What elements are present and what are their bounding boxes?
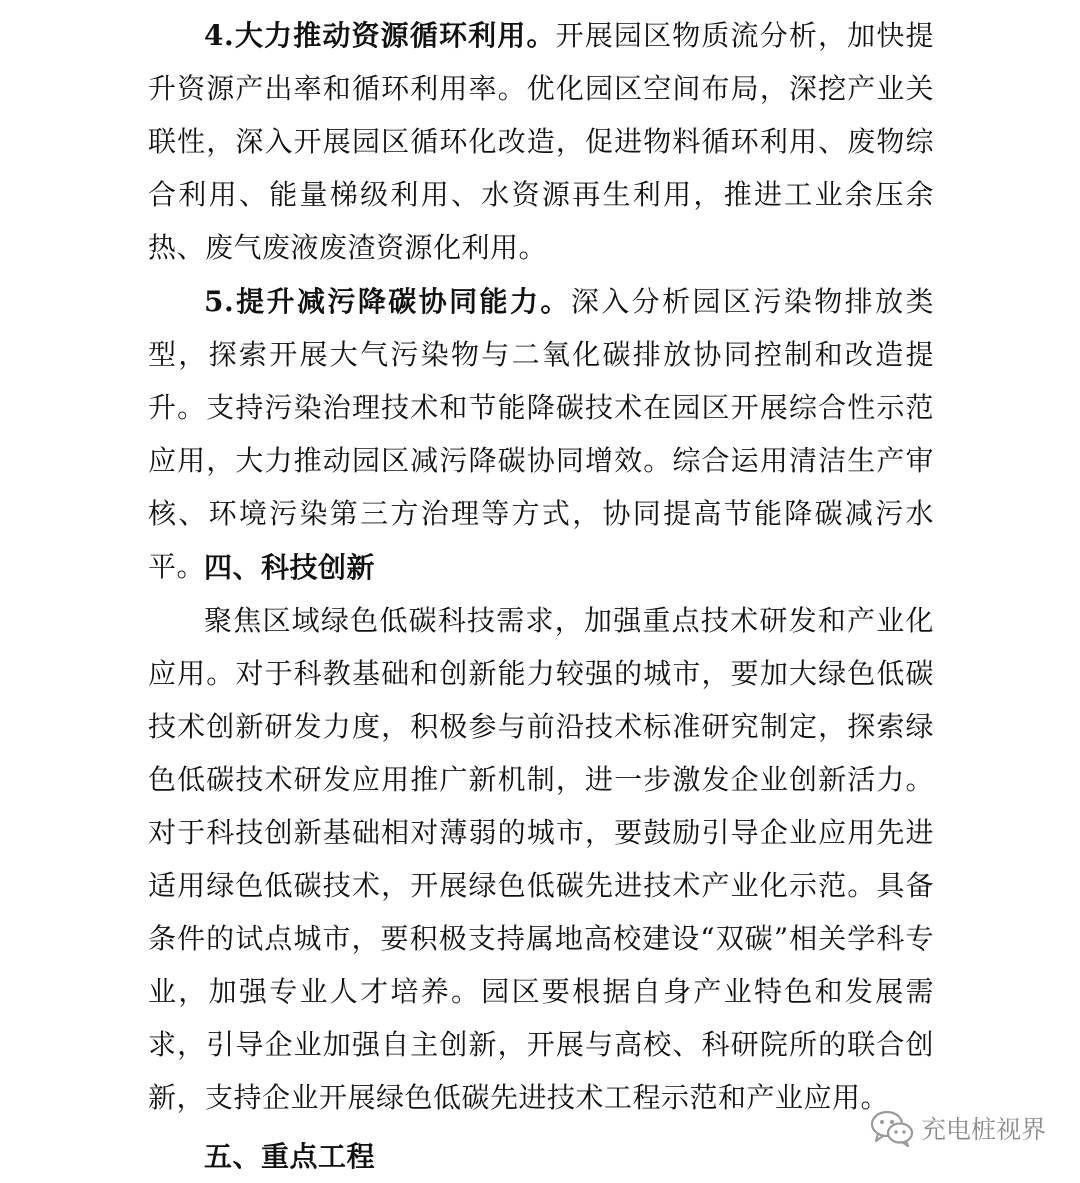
watermark <box>869 1108 1046 1148</box>
watermark-text: 充电桩视界 <box>920 1115 1046 1144</box>
section-4-paragraph: 聚焦区域绿色低碳科技需求，加强重点技术研发和产业化应用。对于科教基础和创新能力较强的城市，要加大绿色低碳技术创新研发力度，积极参与前沿技术标准研究制定，探索绿色低碳技术研发应用推广新机制，进一步激发企业创新活力。对于科技创新基础相对薄弱的城市，要鼓励引导企业应用先进适用绿色低碳技术，开展绿色低碳先进技术产业化示范。具备条件的试点城市，要积极支持属地高校建设“双碳”相关学科专业，加强专业人才培养。园区要根据自身产业特色和发展需求，引导企业加强自主创新，开展与高校、科研院所的联合创新，支持企业开展绿色低碳先进技术工程示范和产业应用。 <box>148 604 934 1114</box>
item-4-body: 开展园区物质流分析，加快提升资源产出率和循环利用率。优化园区空间布局，深挖产业关联性，深入开展园区循环化改造，促进物料循环利用、废物综合利用、能量梯级利用、水资源再生利用，推进工业余压余热、废气废液废渣资源化利用。 <box>148 19 934 264</box>
item-4-title: 4.大力推动资源循环利用。 <box>204 19 556 52</box>
item-5-title: 5.提升减污降碳协同能力。 <box>204 285 571 318</box>
wechat-icon <box>869 1108 915 1148</box>
section-4-heading: 四、科技创新 <box>204 551 376 584</box>
paragraph-item-4 <box>148 9 934 274</box>
item-5-body: 深入分析园区污染物排放类型，探索开展大气污染物与二氧化碳排放协同控制和改造提升。支持污染治理技术和节能降碳技术在园区开展综合性示范应用，大力推动园区减污降碳协同增效。综合运用清洁生产审核、环境污染第三方治理等方式，协同提高节能降碳减污水平。 <box>148 285 934 583</box>
section-5-heading: 五、重点工程 <box>204 1140 376 1173</box>
